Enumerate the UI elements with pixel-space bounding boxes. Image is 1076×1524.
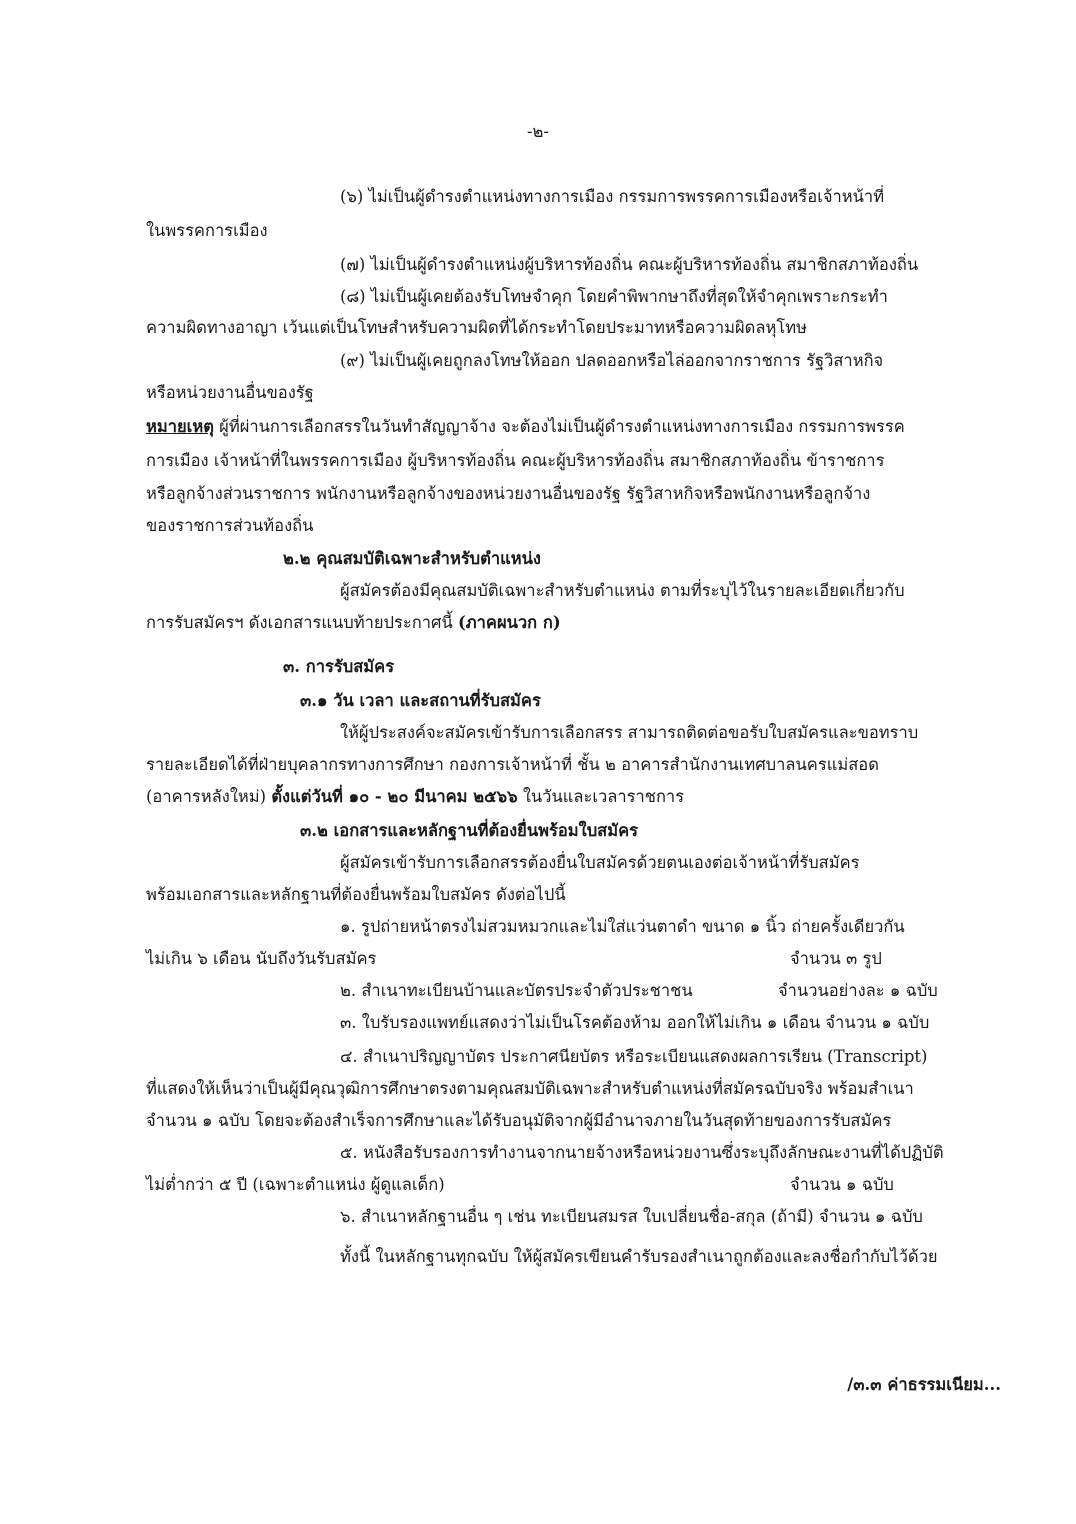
application-dates: ตั้งแต่วันที่ ๑๐ - ๒๐ มีนาคม ๒๕๖๖ — [271, 787, 518, 806]
section-2-2-line2 — [146, 610, 561, 636]
appendix-reference: (ภาคผนวก ก) — [457, 613, 561, 632]
item-4-line1: ๔. สำเนาปริญญาบัตร ประกาศนียบัตร หรือระเบียนแสดงผลการเรียน (Transcript) — [340, 1047, 928, 1066]
section-3-1-line2: รายละเอียดได้ที่ฝ่ายบุคลากรทางการศึกษา กองการเจ้าหน้าที่ ชั้น ๒ อาคารสำนักงานเทศบาลนครแม่สอด — [146, 755, 879, 774]
qualification-7: (๗) ไม่เป็นผู้ดำรงตำแหน่งผู้บริหารท้องถิ่น คณะผู้บริหารท้องถิ่น สมาชิกสภาท้องถิ่น — [340, 255, 919, 274]
qualification-6-line1: (๖) ไม่เป็นผู้ดำรงตำแหน่งทางการเมือง กรรมการพรรคการเมืองหรือเจ้าหน้าที่ — [340, 187, 885, 206]
section-3-heading: ๓. การรับสมัคร — [283, 657, 395, 676]
qualification-6-line2: ในพรรคการเมือง — [146, 221, 268, 240]
building-note: (อาคารหลังใหม่) — [146, 787, 267, 806]
section-3-2-line2: พร้อมเอกสารและหลักฐานที่ต้องยื่นพร้อมใบสมัคร ดังต่อไปนี้ — [146, 885, 566, 904]
note-line1 — [146, 414, 905, 440]
section-2-2-line1: ผู้สมัครต้องมีคุณสมบัติเฉพาะสำหรับตำแหน่ง ตามที่ระบุไว้ในรายละเอียดเกี่ยวกับ — [340, 581, 905, 600]
item-2-quantity: จำนวนอย่างละ ๑ ฉบับ — [778, 981, 938, 1000]
section-3-1-line3 — [146, 784, 684, 810]
note-text: ผู้ที่ผ่านการเลือกสรรในวันทำสัญญาจ้าง จะต้องไม่เป็นผู้ดำรงตำแหน่งทางการเมือง กรรมการพรรค — [219, 417, 905, 436]
section-3-1-heading: ๓.๑ วัน เวลา และสถานที่รับสมัคร — [300, 691, 541, 710]
section-3-2-heading: ๓.๒ เอกสารและหลักฐานที่ต้องยื่นพร้อมใบสมัคร — [300, 821, 639, 840]
note-line3: หรือลูกจ้างส่วนราชการ พนักงานหรือลูกจ้างของหน่วยงานอื่นของรัฐ รัฐวิสาหกิจหรือพนักงานหรือลูกจ้าง — [146, 484, 871, 503]
section-3-2-line1: ผู้สมัครเข้ารับการเลือกสรรต้องยื่นใบสมัครด้วยตนเองต่อเจ้าหน้าที่รับสมัคร — [340, 853, 860, 872]
item-5-line1: ๕. หนังสือรับรองการทำงานจากนายจ้างหรือหน่วยงานซึ่งระบุถึงลักษณะงานที่ได้ปฏิบัติ — [340, 1143, 944, 1162]
qualification-9-line1: (๙) ไม่เป็นผู้เคยถูกลงโทษให้ออก ปลดออกหรือไล่ออกจากราชการ รัฐวิสาหกิจ — [340, 351, 884, 370]
note-line2: การเมือง เจ้าหน้าที่ในพรรคการเมือง ผู้บริหารท้องถิ่น คณะผู้บริหารท้องถิ่น สมาชิกสภาท้องถิ่น ข้าราชการ — [146, 451, 885, 470]
item-1-line1: ๑. รูปถ่ายหน้าตรงไม่สวมหมวกและไม่ใส่แว่นตาดำ ขนาด ๑ นิ้ว ถ่ายครั้งเดียวกัน — [340, 917, 905, 936]
item-4-line3: จำนวน ๑ ฉบับ โดยจะต้องสำเร็จการศึกษาและได้รับอนุมัติจากผู้มีอำนาจภายในวันสุดท้ายของการรับสมัคร — [146, 1111, 892, 1130]
item-1-line2: ไม่เกิน ๖ เดือน นับถึงวันรับสมัคร — [146, 949, 377, 968]
qualification-8-line1: (๘) ไม่เป็นผู้เคยต้องรับโทษจำคุก โดยคำพิพากษาถึงที่สุดให้จำคุกเพราะกระทำ — [340, 287, 888, 306]
item-3-line: ๓. ใบรับรองแพทย์แสดงว่าไม่เป็นโรคต้องห้าม ออกให้ไม่เกิน ๑ เดือน จำนวน ๑ ฉบับ — [340, 1013, 930, 1032]
item-4-line2: ที่แสดงให้เห็นว่าเป็นผู้มีคุณวุฒิการศึกษาตรงตามคุณสมบัติเฉพาะสำหรับตำแหน่งที่สมัครฉบับจริง พร้อมสำเนา — [146, 1079, 914, 1098]
section-2-2-line2-text: การรับสมัครฯ ดังเอกสารแนบท้ายประกาศนี้ — [146, 613, 453, 632]
item-1-quantity: จำนวน ๓ รูป — [790, 949, 882, 968]
item-6-line: ๖. สำเนาหลักฐานอื่น ๆ เช่น ทะเบียนสมรส ใบเปลี่ยนชื่อ-สกุล (ถ้ามี) จำนวน ๑ ฉบับ — [340, 1207, 923, 1226]
section-3-1-line1: ให้ผู้ประสงค์จะสมัครเข้ารับการเลือกสรร สามารถติดต่อขอรับใบสมัครและขอทราบ — [340, 723, 919, 742]
note-line4: ของราชการส่วนท้องถิ่น — [146, 516, 314, 535]
page-number: -๒- — [526, 122, 550, 141]
closing-note: ทั้งนี้ ในหลักฐานทุกฉบับ ให้ผู้สมัครเขียนคำรับรองสำเนาถูกต้องและลงชื่อกำกับไว้ด้วย — [340, 1247, 938, 1266]
item-2-line: ๒. สำเนาทะเบียนบ้านและบัตรประจำตัวประชาชน — [340, 981, 693, 1000]
continuation-marker: /๓.๓ ค่าธรรมเนียม... — [847, 1375, 1001, 1394]
qualification-9-line2: หรือหน่วยงานอื่นของรัฐ — [146, 383, 314, 402]
item-5-quantity: จำนวน ๑ ฉบับ — [790, 1175, 894, 1194]
qualification-8-line2: ความผิดทางอาญา เว้นแต่เป็นโทษสำหรับความผิดที่ได้กระทำโดยประมาทหรือความผิดลหุโทษ — [146, 318, 807, 337]
item-5-line2: ไม่ต่ำกว่า ๕ ปี (เฉพาะตำแหน่ง ผู้ดูแลเด็ก) — [146, 1175, 445, 1194]
note-label: หมายเหตุ — [146, 417, 214, 436]
section-2-2-heading: ๒.๒ คุณสมบัติเฉพาะสำหรับตำแหน่ง — [283, 549, 541, 568]
office-hours-note: ในวันและเวลาราชการ — [522, 787, 685, 806]
